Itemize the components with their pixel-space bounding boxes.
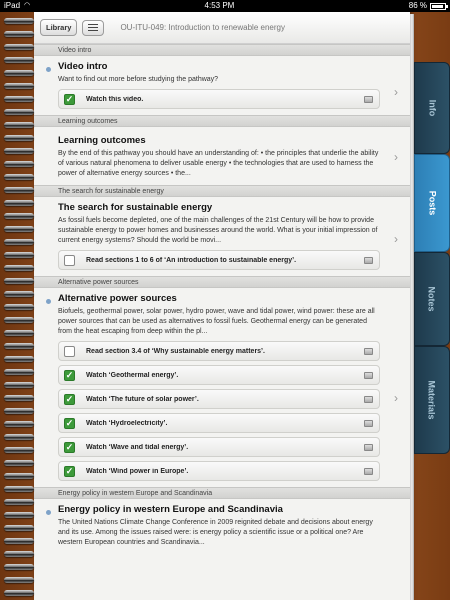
section-description: Want to find out more before studying the pathway? — [58, 76, 219, 83]
spiral-ring — [4, 70, 34, 76]
media-icon — [364, 372, 373, 379]
library-button[interactable]: Library — [40, 19, 77, 36]
spiral-ring — [4, 473, 34, 479]
spiral-binding — [0, 12, 36, 600]
spiral-ring — [4, 148, 34, 154]
tab-label: Posts — [426, 190, 437, 216]
tab-materials[interactable] — [414, 346, 450, 454]
spiral-ring — [4, 460, 34, 466]
task-label: Watch ‘Wave and tidal energy’. — [86, 443, 189, 451]
section-energy-policy[interactable] — [34, 499, 410, 554]
section-title: Energy policy in western Europe and Scandinavia — [58, 504, 283, 515]
spiral-ring — [4, 96, 34, 102]
media-icon — [364, 396, 373, 403]
checkbox-checked[interactable]: ✓ — [65, 369, 74, 380]
spiral-ring — [4, 83, 34, 89]
spiral-ring — [4, 512, 34, 518]
section-search-sustainable-energy[interactable] — [34, 197, 410, 276]
task-label: Watch this video. — [86, 95, 144, 103]
tab-info[interactable] — [414, 62, 450, 154]
section-alternative-power[interactable] — [34, 288, 410, 487]
checkbox-checked[interactable]: ✓ — [65, 465, 74, 476]
status-bar — [0, 0, 450, 12]
section-title: Alternative power sources — [58, 293, 177, 304]
section-header: The search for sustainable energy — [34, 185, 410, 197]
side-tabs — [412, 12, 450, 600]
task-item[interactable] — [58, 250, 380, 270]
task-item[interactable] — [58, 389, 380, 409]
section-title: Learning outcomes — [58, 135, 146, 146]
section-header: Energy policy in western Europe and Scandinavia — [34, 487, 410, 499]
spiral-ring — [4, 551, 34, 557]
checkbox-checked[interactable]: ✓ — [65, 393, 74, 404]
notebook-page — [34, 12, 410, 600]
section-title: The search for sustainable energy — [58, 202, 213, 213]
spiral-ring — [4, 590, 34, 596]
checkbox-checked[interactable]: ✓ — [65, 417, 74, 428]
checkbox-checked[interactable]: ✓ — [65, 441, 74, 452]
task-label: Watch ‘Geothermal energy’. — [86, 371, 179, 379]
spiral-ring — [4, 252, 34, 258]
spiral-ring — [4, 44, 34, 50]
task-label: Watch ‘Wind power in Europe’. — [86, 467, 189, 475]
spiral-ring — [4, 135, 34, 141]
chevron-right-icon[interactable]: › — [394, 85, 398, 99]
section-header: Alternative power sources — [34, 276, 410, 288]
spiral-ring — [4, 213, 34, 219]
spiral-ring — [4, 304, 34, 310]
spiral-ring — [4, 109, 34, 115]
task-item[interactable] — [58, 365, 380, 385]
task-item[interactable] — [58, 341, 380, 361]
spiral-ring — [4, 538, 34, 544]
task-item[interactable] — [58, 89, 380, 109]
spiral-ring — [4, 447, 34, 453]
section-video-intro[interactable] — [34, 56, 410, 115]
section-header: Video intro — [34, 44, 410, 56]
task-item[interactable] — [58, 461, 380, 481]
checkbox-checked[interactable]: ✓ — [65, 93, 74, 104]
chevron-right-icon[interactable]: › — [394, 232, 398, 246]
spiral-ring — [4, 421, 34, 427]
unread-dot — [46, 67, 51, 72]
battery-icon — [430, 3, 446, 10]
spiral-ring — [4, 226, 34, 232]
spiral-ring — [4, 408, 34, 414]
spiral-ring — [4, 122, 34, 128]
spiral-ring — [4, 564, 34, 570]
section-learning-outcomes[interactable] — [34, 127, 410, 185]
spiral-ring — [4, 356, 34, 362]
tab-posts[interactable] — [414, 154, 450, 252]
spiral-ring — [4, 434, 34, 440]
section-title: Video intro — [58, 61, 108, 72]
tab-label: Materials — [427, 380, 437, 420]
spiral-ring — [4, 343, 34, 349]
task-label: Watch ‘Hydroelectricity’. — [86, 419, 168, 427]
spiral-ring — [4, 57, 34, 63]
spiral-ring — [4, 395, 34, 401]
spiral-ring — [4, 499, 34, 505]
page-title: OU-ITU-049: Introduction to renewable energy — [120, 23, 285, 32]
media-icon — [364, 468, 373, 475]
spiral-ring — [4, 291, 34, 297]
spiral-ring — [4, 486, 34, 492]
spiral-ring — [4, 330, 34, 336]
task-item[interactable] — [58, 437, 380, 457]
task-label: Read sections 1 to 6 of ‘An introduction to sustainable energy’. — [86, 256, 297, 264]
chevron-right-icon[interactable]: › — [394, 391, 398, 405]
spiral-ring — [4, 265, 34, 271]
section-header: Learning outcomes — [34, 115, 410, 127]
spiral-ring — [4, 187, 34, 193]
chevron-right-icon[interactable]: › — [394, 150, 398, 164]
section-description: The United Nations Climate Change Conference in 2009 reignited debate and decisions about energy and its use. Among the issues raised were: is energy policy a scientific issue or a political one? Are western European countries and Scandinavia... — [58, 519, 373, 546]
tab-label: Info — [427, 99, 437, 117]
task-item[interactable] — [58, 413, 380, 433]
spiral-ring — [4, 369, 34, 375]
section-description: By the end of this pathway you should have an understanding of: • the principles that underlie the ability of various natural phenomena to deliver usable energy • the technologies that are used to harness the power of alternative energy sources • the... — [58, 150, 379, 177]
checkbox-unchecked[interactable] — [64, 255, 75, 266]
spiral-ring — [4, 161, 34, 167]
list-icon[interactable] — [82, 20, 104, 36]
document-icon — [364, 348, 373, 355]
spiral-ring — [4, 174, 34, 180]
section-description: Biofuels, geothermal power, solar power, hydro power, wave and tidal power, wind power: these are all power sources that can be used as alternatives to fossil fuels. Geothermal energy can be generated from the heat escaping from deep within the pl... — [58, 308, 375, 335]
spiral-ring — [4, 317, 34, 323]
spiral-ring — [4, 239, 34, 245]
media-icon — [364, 96, 373, 103]
spiral-ring — [4, 577, 34, 583]
document-icon — [364, 257, 373, 264]
media-icon — [364, 420, 373, 427]
section-description: As fossil fuels become depleted, one of the main challenges of the 21st Century will be how to provide sustainable energy to power homes and businesses around the world. What is your initial impression of current energy systems? Should the world be movi... — [58, 217, 378, 244]
checkbox-unchecked[interactable] — [64, 346, 75, 357]
unread-dot — [46, 510, 51, 515]
spiral-ring — [4, 525, 34, 531]
task-label: Read section 3.4 of ‘Why sustainable energy matters’. — [86, 347, 265, 355]
media-icon — [364, 444, 373, 451]
spiral-ring — [4, 382, 34, 388]
unread-dot — [46, 299, 51, 304]
tab-label: Notes — [426, 286, 437, 312]
spiral-ring — [4, 278, 34, 284]
tab-notes[interactable] — [414, 252, 450, 346]
spiral-ring — [4, 18, 34, 24]
task-label: Watch ‘The future of solar power’. — [86, 395, 199, 403]
spiral-ring — [4, 200, 34, 206]
spiral-ring — [4, 31, 34, 37]
wifi-icon: ◠ — [24, 2, 31, 9]
battery-percent: 86 % — [408, 1, 427, 10]
status-time: 4:53 PM — [204, 1, 235, 10]
device-name: iPad — [4, 1, 21, 10]
toolbar — [34, 12, 410, 44]
